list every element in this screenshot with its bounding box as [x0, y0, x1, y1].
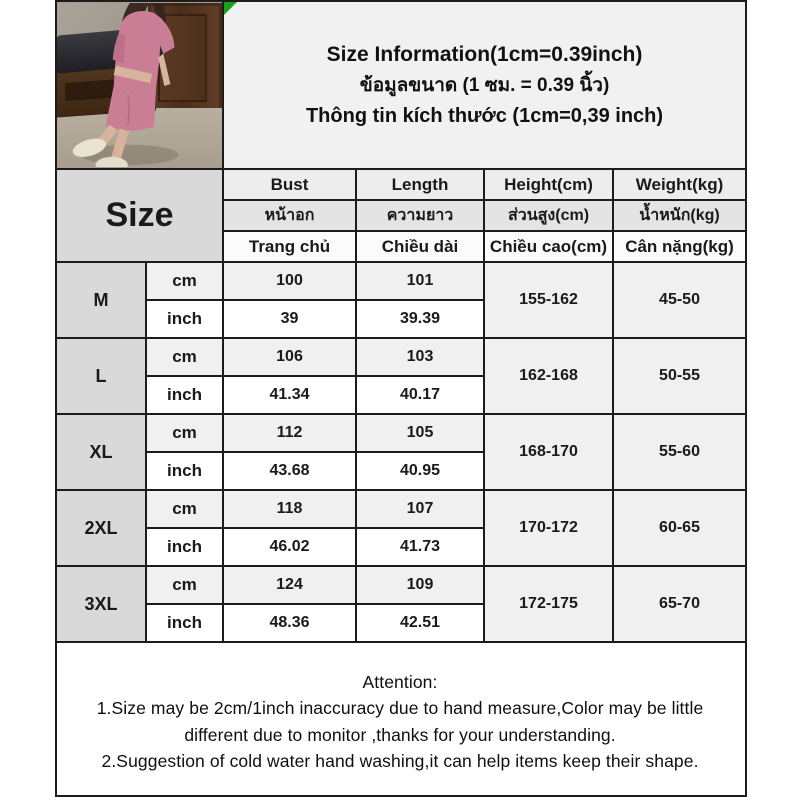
- m-height-range: 155-162: [484, 262, 613, 338]
- l-weight-range: 50-55: [613, 338, 746, 414]
- xl-height-range: 168-170: [484, 414, 613, 490]
- header-weight-th: น้ำหนัก(kg): [613, 200, 746, 231]
- table-row-m-cm: [56, 262, 746, 300]
- model-figure: [57, 3, 222, 167]
- attention-notes: [56, 642, 746, 796]
- m-bust-cm: 100: [223, 262, 356, 300]
- m-length-cm: 101: [356, 262, 484, 300]
- unit-cm: cm: [146, 338, 223, 376]
- unit-cm: cm: [146, 490, 223, 528]
- xl-bust-cm: 112: [223, 414, 356, 452]
- xl-weight-range: 55-60: [613, 414, 746, 490]
- table-row-l-cm: [56, 338, 746, 376]
- l-height-range: 162-168: [484, 338, 613, 414]
- 2xl-length-cm: 107: [356, 490, 484, 528]
- unit-inch: inch: [146, 452, 223, 490]
- product-photo: [56, 1, 223, 169]
- size-label-2xl: 2XL: [56, 490, 146, 566]
- m-weight-range: 45-50: [613, 262, 746, 338]
- title-vietnamese: Thông tin kích thước (1cm=0,39 inch): [305, 104, 664, 127]
- unit-cm: cm: [146, 566, 223, 604]
- unit-inch: inch: [146, 604, 223, 642]
- table-row-3xl-cm: [56, 566, 746, 604]
- title-block: [223, 1, 746, 169]
- header-height-vi: Chiều cao(cm): [484, 231, 613, 262]
- size-label-xl: XL: [56, 414, 146, 490]
- size-table: [55, 0, 747, 797]
- model-photo-scene: [57, 3, 222, 167]
- size-label-3xl: 3XL: [56, 566, 146, 642]
- header-length-th: ความยาว: [356, 200, 484, 231]
- 2xl-weight-range: 60-65: [613, 490, 746, 566]
- table-row-2xl-cm: [56, 490, 746, 528]
- top-row: [56, 1, 746, 169]
- title-thai: ข้อมูลขนาด (1 ซม. = 0.39 นิ้ว): [359, 75, 610, 97]
- header-weight-en: Weight(kg): [613, 169, 746, 200]
- xl-length-cm: 105: [356, 414, 484, 452]
- title-english: Size Information(1cm=0.39inch): [326, 43, 643, 67]
- 3xl-length-cm: 109: [356, 566, 484, 604]
- 3xl-weight-range: 65-70: [613, 566, 746, 642]
- l-bust-cm: 106: [223, 338, 356, 376]
- xl-bust-inch: 43.68: [223, 452, 356, 490]
- unit-inch: inch: [146, 376, 223, 414]
- size-label-m: M: [56, 262, 146, 338]
- header-length-en: Length: [356, 169, 484, 200]
- 2xl-bust-cm: 118: [223, 490, 356, 528]
- header-bust-en: Bust: [223, 169, 356, 200]
- l-bust-inch: 41.34: [223, 376, 356, 414]
- size-column-header: Size: [56, 169, 223, 262]
- 2xl-height-range: 170-172: [484, 490, 613, 566]
- m-bust-inch: 39: [223, 300, 356, 338]
- 3xl-bust-cm: 124: [223, 566, 356, 604]
- unit-inch: inch: [146, 300, 223, 338]
- header-length-vi: Chiều dài: [356, 231, 484, 262]
- l-length-inch: 40.17: [356, 376, 484, 414]
- attention-note-2: 2.Suggestion of cold water hand washing,it can help items keep their shape.: [101, 750, 699, 771]
- table-row-xl-cm: [56, 414, 746, 452]
- unit-inch: inch: [146, 528, 223, 566]
- size-label-l: L: [56, 338, 146, 414]
- attention-row: [56, 642, 746, 796]
- unit-cm: cm: [146, 262, 223, 300]
- 3xl-height-range: 172-175: [484, 566, 613, 642]
- header-height-en: Height(cm): [484, 169, 613, 200]
- header-bust-vi: Trang chủ: [223, 231, 356, 262]
- header-row-english: [56, 169, 746, 200]
- 2xl-bust-inch: 46.02: [223, 528, 356, 566]
- 2xl-length-inch: 41.73: [356, 528, 484, 566]
- l-length-cm: 103: [356, 338, 484, 376]
- green-corner-marker-icon: [224, 2, 237, 15]
- unit-cm: cm: [146, 414, 223, 452]
- attention-title: Attention:: [362, 672, 438, 692]
- 3xl-bust-inch: 48.36: [223, 604, 356, 642]
- xl-length-inch: 40.95: [356, 452, 484, 490]
- header-height-th: ส่วนสูง(cm): [484, 200, 613, 231]
- header-weight-vi: Cân nặng(kg): [613, 231, 746, 262]
- header-bust-th: หน้าอก: [223, 200, 356, 231]
- attention-note-1: 1.Size may be 2cm/1inch inaccuracy due to hand measure,Color may be little different due to monitor ,thanks for your understanding.: [96, 698, 704, 745]
- 3xl-length-inch: 42.51: [356, 604, 484, 642]
- m-length-inch: 39.39: [356, 300, 484, 338]
